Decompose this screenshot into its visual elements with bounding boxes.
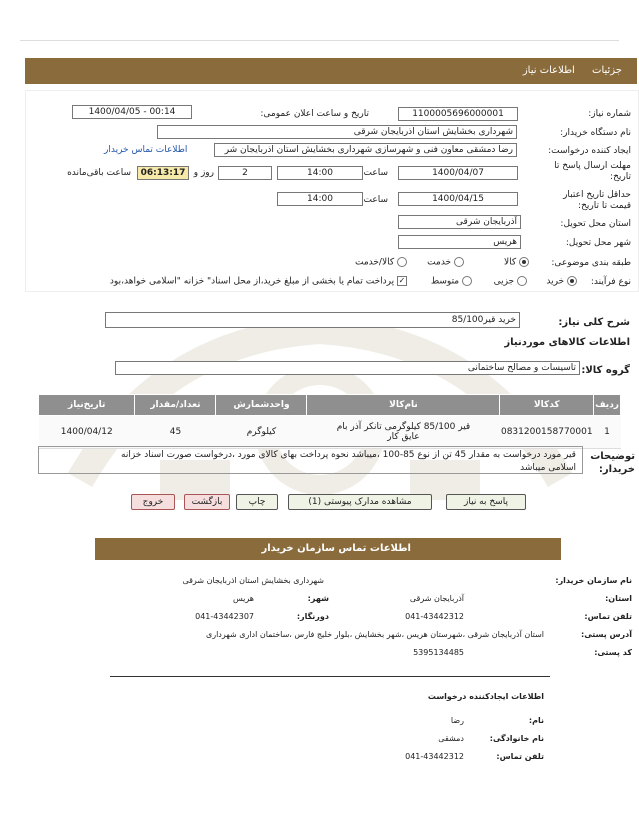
validity-label-2: قیمت تا تاریخ: bbox=[578, 201, 631, 211]
notes-label: توضیحات bbox=[590, 451, 635, 462]
col-header-index: ردیف bbox=[594, 395, 621, 416]
goods-group-field[interactable]: تاسیسات و مصالح ساختمانی bbox=[115, 361, 580, 375]
validity-time-label: ساعت bbox=[363, 195, 388, 205]
city-label: شهر محل تحویل: bbox=[565, 238, 631, 248]
exit-button[interactable]: خروج bbox=[131, 494, 175, 510]
contact-city-label: شهر: bbox=[307, 594, 329, 603]
creator-phone-label: تلفن تماس: bbox=[496, 752, 544, 761]
contact-province: آذربایجان شرقی bbox=[409, 594, 464, 603]
creator-title: اطلاعات ایجادکننده درخواست bbox=[427, 692, 544, 701]
requester-field[interactable]: رضا دمشقی معاون فنی و شهرسازی شهرداری بخشایش استان اذربایجان شر bbox=[214, 143, 517, 157]
cell-code: 0831200158770001 bbox=[500, 416, 594, 449]
col-header-date: تاریخ‌نیاز bbox=[39, 395, 135, 416]
days-label: روز و bbox=[193, 168, 214, 178]
cell-unit: کیلوگرم bbox=[216, 416, 307, 449]
checkbox-icon[interactable]: ✓ bbox=[398, 276, 406, 285]
proc-minor-option[interactable]: جزیی bbox=[494, 276, 527, 287]
need-info-panel bbox=[25, 90, 639, 292]
contact-phone: 041-43442312 bbox=[405, 612, 464, 621]
creator-last-name-label: نام خانوادگی: bbox=[489, 734, 544, 743]
days-field[interactable]: 2 bbox=[218, 166, 272, 180]
province-field[interactable]: آذربایجان شرقی bbox=[398, 215, 521, 229]
contact-address-label: آدرس پستی: bbox=[581, 630, 632, 639]
creator-phone: 041-43442312 bbox=[405, 752, 464, 761]
reply-date-field[interactable]: 1400/04/07 bbox=[398, 166, 518, 180]
radio-icon[interactable] bbox=[454, 257, 464, 267]
notes-text: قیر مورد درخواست به مقدار 45 تن از نوع 85-100 ،میباشد نحوه پرداخت بهای کالای مورد ،درخواست صورت اسناد خزانه اسلامی میباشد bbox=[38, 446, 583, 474]
contact-city: هریس bbox=[232, 594, 254, 603]
creator-last-name: دمشقی bbox=[438, 734, 464, 743]
contact-header bbox=[95, 538, 561, 560]
contact-title: اطلاعات تماس سازمان خریدار bbox=[261, 543, 411, 554]
validity-time-field[interactable]: 14:00 bbox=[277, 192, 363, 206]
remaining-label: ساعت باقی‌مانده bbox=[67, 168, 131, 178]
cat-service-option[interactable]: خدمت bbox=[427, 257, 464, 268]
tab-need-info[interactable]: اطلاعات نیاز bbox=[522, 65, 575, 76]
contact-phone-label: تلفن تماس: bbox=[584, 612, 632, 621]
buyer-org-label: نام دستگاه خریدار: bbox=[560, 128, 631, 138]
proc-medium-option[interactable]: متوسط bbox=[431, 276, 472, 287]
attachments-button[interactable]: مشاهده مدارک پیوستی (1) bbox=[288, 494, 432, 510]
creator-first-name: رضا bbox=[450, 716, 464, 725]
goods-section-title: اطلاعات کالاهای موردنیاز bbox=[504, 337, 630, 348]
announce-label: تاریخ و ساعت اعلان عمومی: bbox=[260, 109, 369, 119]
cell-date: 1400/04/12 bbox=[39, 416, 135, 449]
goods-group-label: گروه کالا: bbox=[581, 365, 630, 376]
contact-postal: 5395134485 bbox=[413, 648, 464, 657]
remaining-timer: 06:13:17 bbox=[137, 166, 189, 180]
contact-address: استان آذربایجان شرقی ،شهرستان هریس ،شهر بخشایش ،بلوار خلیج فارس ،ساختمان اداری شهرداری bbox=[205, 630, 544, 639]
notes-label-2: خریدار: bbox=[598, 464, 635, 475]
print-button[interactable]: چاپ bbox=[236, 494, 278, 510]
creator-first-name-label: نام: bbox=[528, 716, 544, 725]
col-header-qty: تعداد/مقدار bbox=[135, 395, 216, 416]
col-header-name: نام‌کالا bbox=[307, 395, 500, 416]
reply-deadline-label: مهلت ارسال پاسخ تا bbox=[554, 161, 631, 171]
contact-fax: 041-43442307 bbox=[195, 612, 254, 621]
tab-details[interactable]: جزئیات bbox=[592, 65, 622, 76]
cell-name: قیر 85/100 کیلوگرمی تانکر آذر بام عایق کار bbox=[307, 416, 500, 449]
col-header-unit: واحدشمارش bbox=[216, 395, 307, 416]
col-header-code: کدکالا bbox=[500, 395, 594, 416]
radio-icon[interactable] bbox=[397, 257, 407, 267]
buyer-contact-link[interactable]: اطلاعات تماس خریدار bbox=[104, 145, 188, 155]
validity-date-field[interactable]: 1400/04/15 bbox=[398, 192, 518, 206]
reply-time-label: ساعت bbox=[363, 168, 388, 178]
province-label: استان محل تحویل: bbox=[560, 219, 631, 229]
buyer-org-field[interactable]: شهرداری بخشایش استان اذربایجان شرقی bbox=[157, 125, 517, 139]
payment-note[interactable]: ✓ پرداخت تمام یا بخشی از مبلغ خرید،از محل اسناد" خزانه "اسلامی خواهد،بود bbox=[109, 276, 406, 287]
contact-buyer-name: شهرداری بخشایش استان اذربایجان شرقی bbox=[182, 576, 324, 585]
contact-divider bbox=[110, 676, 550, 677]
cell-index: 1 bbox=[594, 416, 621, 449]
contact-postal-label: کد پستی: bbox=[594, 648, 632, 657]
reply-deadline-label-2: تاریخ: bbox=[610, 172, 631, 182]
category-label: طبقه بندی موضوعی: bbox=[551, 258, 631, 268]
summary-label: شرح کلی نیاز: bbox=[558, 317, 630, 328]
process-label: نوع فرآیند: bbox=[590, 277, 631, 287]
need-number-field[interactable]: 1100005696000001 bbox=[398, 107, 518, 121]
table-row[interactable] bbox=[39, 416, 621, 449]
need-number-label: شماره نیاز: bbox=[588, 109, 631, 119]
summary-field[interactable]: خرید قیر85/100 bbox=[105, 312, 520, 328]
radio-icon[interactable] bbox=[519, 257, 529, 267]
cat-goods-option[interactable]: کالا bbox=[504, 257, 529, 268]
validity-label: حداقل تاریخ اعتبار bbox=[563, 190, 631, 200]
reply-time-field[interactable]: 14:00 bbox=[277, 166, 363, 180]
cat-goods-service-option[interactable]: کالا/خدمت bbox=[355, 257, 407, 268]
contact-province-label: استان: bbox=[605, 594, 632, 603]
contact-fax-label: دورنگار: bbox=[296, 612, 329, 621]
contact-buyer-name-label: نام سازمان خریدار: bbox=[555, 576, 632, 585]
goods-table bbox=[38, 394, 621, 449]
proc-buy-option[interactable]: خرید bbox=[546, 276, 577, 287]
requester-label: ایجاد کننده درخواست: bbox=[548, 146, 631, 156]
reply-button[interactable]: پاسخ به نیاز bbox=[446, 494, 526, 510]
cell-qty: 45 bbox=[135, 416, 216, 449]
page-header bbox=[25, 58, 637, 84]
announce-field[interactable]: 00:14 - 1400/04/05 bbox=[72, 105, 192, 119]
city-field[interactable]: هریس bbox=[398, 235, 521, 249]
back-button[interactable]: بازگشت bbox=[184, 494, 230, 510]
top-divider bbox=[20, 40, 619, 41]
